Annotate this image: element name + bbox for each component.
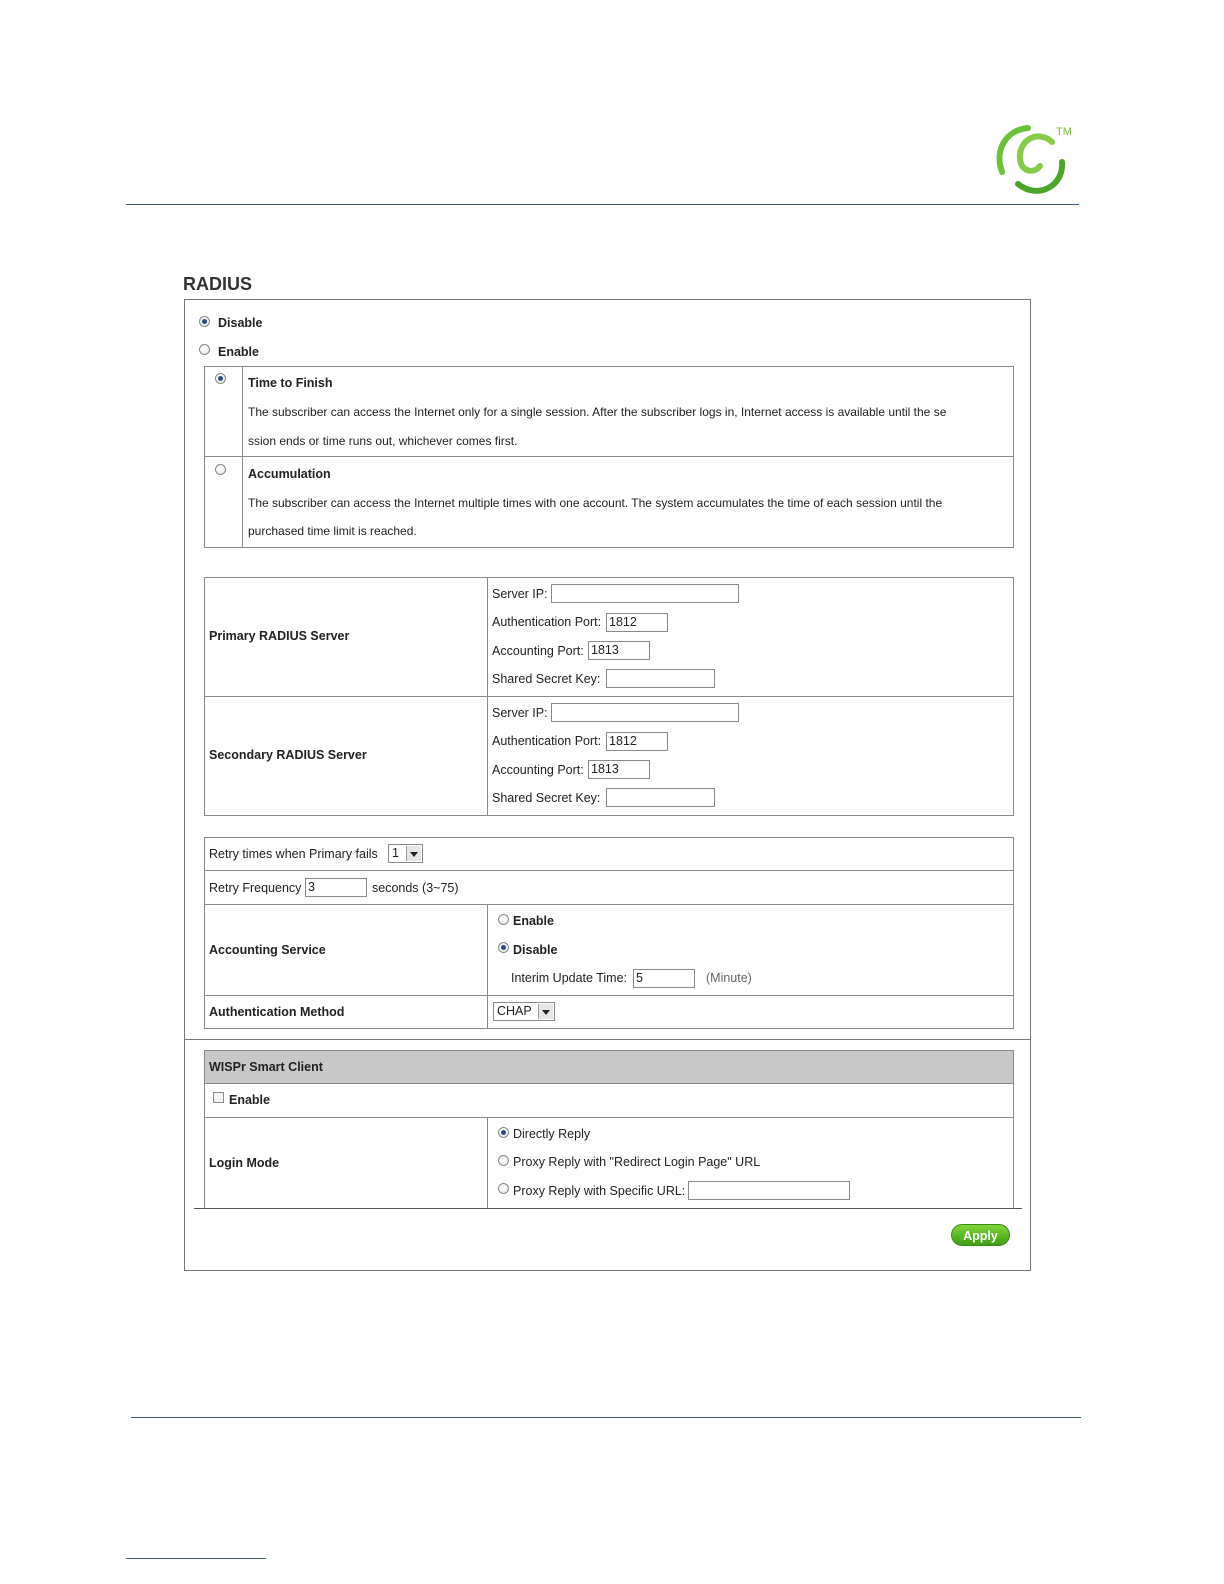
login-mode-proxy-redirect-radio[interactable] [498, 1155, 509, 1166]
page-title: RADIUS [183, 274, 253, 294]
wispr-section-title: WISPr Smart Client [209, 1060, 323, 1074]
secondary-acct-port-input[interactable]: 1813 [588, 760, 650, 779]
login-mode-option-3: Proxy Reply with Specific URL: [513, 1184, 686, 1198]
secondary-server-label: Secondary RADIUS Server [209, 748, 367, 762]
interim-update-unit: (Minute) [706, 971, 752, 985]
apply-divider [194, 1208, 1022, 1209]
retry-times-value: 1 [392, 846, 399, 860]
radius-options-table [204, 837, 1014, 1029]
auth-method-label: Authentication Method [209, 1005, 345, 1019]
login-mode-label: Login Mode [209, 1156, 280, 1170]
wispr-enable-checkbox[interactable] [213, 1092, 224, 1103]
chevron-down-icon [406, 846, 421, 861]
primary-auth-port-input[interactable]: 1812 [606, 613, 668, 632]
time-to-finish-desc-2: ssion ends or time runs out, whichever comes first. [248, 434, 518, 448]
accounting-disable-radio[interactable] [498, 942, 509, 953]
accumulation-desc-2: purchased time limit is reached. [248, 524, 417, 538]
login-mode-option-2: Proxy Reply with "Redirect Login Page" URL [513, 1155, 761, 1169]
primary-secret-input[interactable] [606, 669, 715, 688]
interim-update-input[interactable]: 5 [633, 969, 695, 988]
primary-server-label: Primary RADIUS Server [209, 629, 350, 643]
radius-enable-label: Enable [218, 345, 259, 359]
footer-rule [131, 1417, 1081, 1418]
auth-method-value: CHAP [497, 1004, 532, 1018]
login-mode-proxy-specific-radio[interactable] [498, 1183, 509, 1194]
login-mode-option-1: Directly Reply [513, 1127, 591, 1141]
retry-times-select[interactable] [388, 844, 423, 863]
accumulation-desc-1: The subscriber can access the Internet multiple times with one account. The system accumulates the time of each session until the [248, 496, 943, 510]
header-rule [126, 204, 1079, 205]
billing-mode-table [204, 366, 1014, 548]
retry-times-label: Retry times when Primary fails [209, 847, 378, 861]
time-to-finish-radio[interactable] [215, 373, 226, 384]
radius-enable-radio[interactable] [199, 344, 210, 355]
radius-disable-label: Disable [218, 316, 263, 330]
secondary-secret-input[interactable] [606, 788, 715, 807]
apply-button[interactable]: Apply [951, 1224, 1010, 1246]
primary-acct-port-label: Accounting Port: [492, 644, 584, 658]
secondary-auth-port-label: Authentication Port: [492, 734, 602, 748]
accounting-enable-radio[interactable] [498, 914, 509, 925]
time-to-finish-title: Time to Finish [248, 376, 333, 390]
secondary-acct-port-label: Accounting Port: [492, 763, 584, 777]
retry-frequency-input[interactable]: 3 [305, 878, 367, 897]
secondary-auth-port-input[interactable]: 1812 [606, 732, 668, 751]
primary-acct-port-input[interactable]: 1813 [588, 641, 650, 660]
time-to-finish-desc-1: The subscriber can access the Internet only for a single session. After the subscriber logs in, Internet access is available until the se [248, 405, 947, 419]
secondary-server-ip-input[interactable] [551, 703, 739, 722]
specific-url-input[interactable] [688, 1181, 850, 1200]
accumulation-radio[interactable] [215, 464, 226, 475]
radius-disable-radio[interactable] [199, 316, 210, 327]
accounting-disable-label: Disable [513, 943, 558, 957]
login-mode-directly-reply-radio[interactable] [498, 1127, 509, 1138]
accounting-service-label: Accounting Service [209, 943, 326, 957]
auth-method-select[interactable] [493, 1002, 555, 1021]
primary-auth-port-label: Authentication Port: [492, 615, 602, 629]
wispr-enable-label: Enable [229, 1093, 270, 1107]
primary-server-ip-input[interactable] [551, 584, 739, 603]
accumulation-title: Accumulation [248, 467, 331, 481]
interim-update-label: Interim Update Time: [511, 971, 628, 985]
footnote-rule [126, 1558, 266, 1559]
primary-secret-label: Shared Secret Key: [492, 672, 601, 686]
retry-frequency-label: Retry Frequency [209, 881, 302, 895]
section-divider [185, 1039, 1031, 1040]
trademark-mark: TM [1056, 126, 1072, 138]
wispr-section-header [204, 1050, 1014, 1084]
accounting-enable-label: Enable [513, 914, 554, 928]
primary-server-ip-label: Server IP: [492, 587, 548, 601]
secondary-server-ip-label: Server IP: [492, 706, 548, 720]
retry-frequency-unit: seconds (3~75) [372, 881, 459, 895]
secondary-secret-label: Shared Secret Key: [492, 791, 601, 805]
chevron-down-icon [538, 1004, 553, 1019]
